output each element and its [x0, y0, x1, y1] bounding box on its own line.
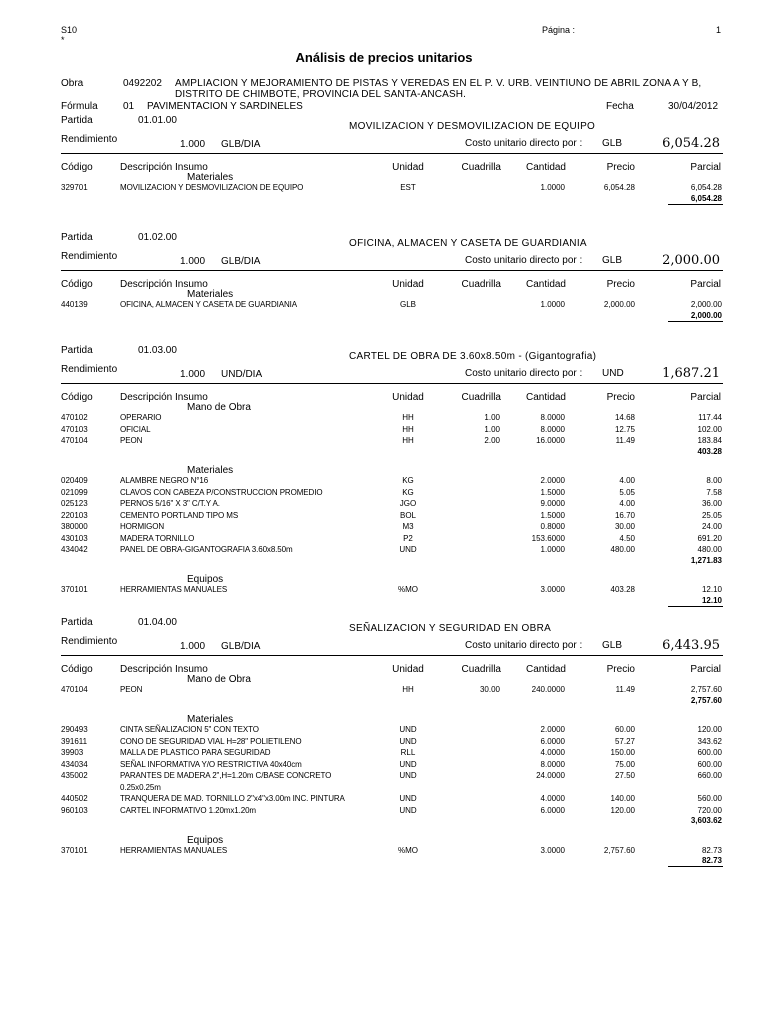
- col-header-descripcion: Descripción Insumo: [120, 279, 208, 290]
- row-precio: 4.50: [619, 533, 635, 543]
- row-cantidad: 6.0000: [540, 805, 565, 815]
- row-cantidad: 8.0000: [540, 413, 565, 422]
- row-precio: 11.49: [615, 436, 635, 445]
- group-name: Mano de Obra: [187, 674, 251, 685]
- col-header-unidad: Unidad: [392, 279, 424, 290]
- row-unidad: BOL: [399, 510, 416, 520]
- col-header-descripcion: Descripción Insumo: [120, 392, 208, 403]
- row-descripcion: CINTA SEÑALIZACION 5" CON TEXTO: [120, 725, 259, 734]
- rendimiento-unit: UND/DIA: [221, 369, 263, 380]
- row-unidad: UND: [399, 759, 417, 769]
- group-subtotal: 6,054.28: [690, 193, 722, 203]
- rendimiento-unit: GLB/DIA: [221, 256, 261, 267]
- fecha-label: Fecha: [606, 101, 634, 112]
- row-precio: 140.00: [610, 794, 635, 803]
- partida-title: OFICINA, ALMACEN Y CASETA DE GUARDIANIA: [349, 238, 587, 249]
- row-descripcion: ALAMBRE NEGRO N°16: [120, 476, 209, 485]
- row-precio: 12.75: [614, 424, 635, 434]
- obra-description-line1: AMPLIACION Y MEJORAMIENTO DE PISTAS Y VEREDAS EN EL P. V. URB. VEINTIUNO DE ABRIL ZONA A Y B,: [175, 78, 702, 89]
- page-title: Análisis de precios unitarios: [295, 50, 473, 65]
- row-parcial: 2,000.00: [690, 300, 722, 309]
- row-unidad: KG: [402, 476, 414, 485]
- rendimiento-value: 1.000: [180, 369, 206, 380]
- row-descripcion: OFICIAL: [120, 424, 151, 434]
- col-header-precio: Precio: [606, 279, 635, 290]
- col-header-unidad: Unidad: [392, 392, 424, 403]
- row-parcial: 25.05: [701, 510, 722, 520]
- row-descripcion: PEON: [120, 685, 143, 694]
- row-unidad: P2: [403, 533, 413, 543]
- row-codigo: 025123: [61, 499, 88, 508]
- row-parcial: 343.62: [697, 736, 722, 746]
- row-cuadrilla: 1.00: [484, 424, 500, 434]
- row-cantidad: 8.0000: [540, 759, 565, 769]
- group-subtotal: 403.28: [697, 446, 722, 456]
- obra-description-line2: DISTRITO DE CHIMBOTE, PROVINCIA DEL SANTA-ANCASH.: [175, 89, 467, 100]
- row-cantidad: 3.0000: [540, 845, 565, 855]
- partida-label: Partida: [61, 232, 93, 243]
- row-descripcion: SEÑAL INFORMATIVA Y/O RESTRICTIVA 40x40cm: [120, 759, 302, 769]
- subtotal-underline: [668, 321, 723, 322]
- row-precio: 16.70: [614, 510, 635, 520]
- row-precio: 6,054.28: [603, 183, 635, 192]
- row-cantidad: 6.0000: [540, 736, 565, 746]
- row-unidad: UND: [399, 805, 417, 815]
- row-codigo: 370101: [61, 585, 88, 594]
- costo-unit: GLB: [602, 255, 623, 266]
- row-unidad: UND: [399, 545, 417, 554]
- row-codigo: 020409: [61, 476, 88, 485]
- row-descripcion: PANEL DE OBRA-GIGANTOGRAFIA 3.60x8.50m: [120, 545, 293, 554]
- row-codigo: 470104: [61, 685, 88, 694]
- asterisk: *: [61, 35, 65, 45]
- row-descripcion: CEMENTO PORTLAND TIPO MS: [120, 510, 239, 520]
- partida-label: Partida: [61, 345, 93, 356]
- row-descripcion: OFICINA, ALMACEN Y CASETA DE GUARDIANIA: [120, 300, 298, 309]
- row-cantidad: 8.0000: [540, 424, 565, 434]
- row-precio: 27.50: [614, 771, 635, 780]
- col-header-unidad: Unidad: [392, 664, 424, 675]
- formula-code: 01: [123, 101, 135, 112]
- row-parcial: 24.00: [701, 522, 722, 531]
- costo-unit: GLB: [602, 640, 623, 651]
- row-codigo: 370101: [61, 845, 88, 855]
- col-header-parcial: Parcial: [690, 664, 721, 675]
- row-codigo: 220103: [61, 510, 88, 520]
- row-precio: 75.00: [614, 759, 635, 769]
- row-parcial: 120.00: [697, 725, 722, 734]
- row-cantidad: 2.0000: [540, 476, 565, 485]
- costo-unit: UND: [602, 368, 624, 379]
- row-codigo: 391611: [61, 736, 88, 746]
- row-parcial: 480.00: [697, 545, 722, 554]
- col-header-precio: Precio: [606, 664, 635, 675]
- row-unidad: %MO: [398, 585, 418, 594]
- row-descripcion: CLAVOS CON CABEZA P/CONSTRUCCION PROMEDIO: [120, 487, 323, 497]
- col-header-cuadrilla: Cuadrilla: [461, 162, 501, 173]
- partida-divider: [61, 153, 723, 154]
- group-name: Equipos: [187, 834, 224, 846]
- row-cuadrilla: 2.00: [484, 436, 500, 445]
- row-descripcion: PARANTES DE MADERA 2",H=1.20m C/BASE CONCRETO: [120, 771, 332, 780]
- row-precio: 14.68: [614, 413, 635, 422]
- rendimiento-value: 1.000: [180, 256, 206, 267]
- col-header-precio: Precio: [606, 162, 635, 173]
- row-parcial: 600.00: [697, 748, 722, 757]
- row-unidad: GLB: [399, 300, 416, 309]
- rendimiento-value: 1.000: [180, 139, 206, 150]
- row-parcial: 720.00: [697, 805, 722, 815]
- row-unidad: M3: [402, 522, 414, 531]
- row-unidad: %MO: [398, 845, 418, 855]
- row-cuadrilla: 30.00: [479, 685, 500, 694]
- partida-label: Partida: [61, 115, 93, 126]
- row-codigo: 380000: [61, 522, 88, 531]
- row-parcial: 183.84: [697, 436, 722, 445]
- costo-label: Costo unitario directo por :: [465, 138, 583, 149]
- partida-label: Partida: [61, 617, 93, 628]
- row-descripcion-cont: 0.25x0.25m: [120, 782, 161, 792]
- col-header-cantidad: Cantidad: [525, 279, 566, 290]
- rendimiento-unit: GLB/DIA: [221, 641, 261, 652]
- obra-label: Obra: [61, 78, 84, 89]
- row-codigo: 440502: [61, 794, 88, 803]
- partida-title: CARTEL DE OBRA DE 3.60x8.50m - (Gigantografia): [349, 351, 597, 362]
- row-descripcion: TRANQUERA DE MAD. TORNILLO 2"x4"x3.00m INC. PINTURA: [120, 794, 345, 803]
- row-parcial: 8.00: [706, 476, 722, 485]
- group-subtotal: 12.10: [701, 595, 722, 605]
- formula-label: Fórmula: [61, 101, 98, 112]
- group-name: Materiales: [187, 714, 234, 725]
- subtotal-underline: [668, 606, 723, 607]
- group-name: Materiales: [187, 289, 234, 300]
- col-header-cuadrilla: Cuadrilla: [461, 279, 501, 290]
- row-parcial: 560.00: [697, 794, 722, 803]
- row-codigo: 440139: [61, 300, 88, 309]
- col-header-cantidad: Cantidad: [525, 392, 566, 403]
- row-codigo: 39903: [61, 748, 84, 757]
- partida-divider: [61, 270, 723, 271]
- row-unidad: KG: [402, 487, 414, 497]
- row-cantidad: 1.0000: [540, 300, 565, 309]
- row-parcial: 6,054.28: [690, 183, 722, 192]
- row-descripcion: CONO DE SEGURIDAD VIAL H=28" POLIETILENO: [120, 736, 302, 746]
- row-parcial: 2,757.60: [690, 685, 722, 694]
- row-precio: 11.49: [615, 685, 635, 694]
- row-parcial: 660.00: [697, 771, 722, 780]
- col-header-parcial: Parcial: [690, 162, 721, 173]
- row-unidad: HH: [402, 685, 414, 694]
- partida-title: SEÑALIZACION Y SEGURIDAD EN OBRA: [349, 623, 552, 634]
- row-descripcion: CARTEL INFORMATIVO 1.20mx1.20m: [120, 805, 256, 815]
- partida-divider: [61, 383, 723, 384]
- row-cantidad: 16.0000: [536, 436, 565, 445]
- row-precio: 2,757.60: [603, 845, 635, 855]
- col-header-codigo: Código: [61, 664, 93, 675]
- row-precio: 4.00: [619, 499, 635, 508]
- row-descripcion: MALLA DE PLASTICO PARA SEGURIDAD: [120, 748, 271, 757]
- rendimiento-label: Rendimiento: [61, 636, 118, 647]
- costo-value: 1,687.21: [662, 366, 720, 381]
- row-codigo: 430103: [61, 533, 88, 543]
- costo-unit: GLB: [602, 138, 623, 149]
- row-codigo: 960103: [61, 805, 88, 815]
- row-codigo: 470102: [61, 413, 88, 422]
- rendimiento-value: 1.000: [180, 641, 206, 652]
- row-unidad: HH: [402, 436, 414, 445]
- row-parcial: 102.00: [697, 424, 722, 434]
- row-parcial: 7.58: [706, 487, 722, 497]
- row-precio: 2,000.00: [603, 300, 635, 309]
- row-codigo: 435002: [61, 771, 88, 780]
- group-name: Materiales: [187, 172, 234, 183]
- row-parcial: 36.00: [701, 499, 722, 508]
- formula-description: PAVIMENTACION Y SARDINELES: [147, 101, 303, 112]
- group-name: Equipos: [187, 574, 224, 585]
- row-descripcion: PERNOS 5/16" X 3" C/T.Y A.: [120, 499, 220, 508]
- row-unidad: HH: [402, 413, 414, 422]
- col-header-cuadrilla: Cuadrilla: [461, 392, 501, 403]
- page-label: Página :: [542, 25, 576, 35]
- row-unidad: UND: [399, 725, 417, 734]
- row-precio: 120.00: [610, 805, 635, 815]
- row-codigo: 470103: [61, 424, 88, 434]
- col-header-cuadrilla: Cuadrilla: [461, 664, 501, 675]
- rendimiento-label: Rendimiento: [61, 364, 118, 375]
- row-codigo: 434042: [61, 545, 88, 554]
- fecha-value: 30/04/2012: [668, 101, 719, 112]
- row-unidad: EST: [400, 183, 416, 192]
- row-unidad: JGO: [399, 499, 417, 508]
- costo-value: 2,000.00: [662, 253, 720, 268]
- page-number: 1: [716, 25, 722, 35]
- row-descripcion: PEON: [120, 436, 143, 445]
- row-unidad: RLL: [400, 748, 416, 757]
- group-subtotal: 82.73: [701, 856, 722, 865]
- costo-label: Costo unitario directo por :: [465, 368, 583, 379]
- row-cantidad: 1.0000: [540, 183, 565, 192]
- group-subtotal: 3,603.62: [690, 816, 722, 825]
- row-unidad: UND: [399, 736, 417, 746]
- rendimiento-label: Rendimiento: [61, 134, 118, 145]
- obra-code: 0492202: [123, 78, 162, 89]
- group-name: Mano de Obra: [187, 402, 251, 413]
- row-cantidad: 0.8000: [540, 522, 565, 531]
- partida-code: 01.01.00: [138, 115, 177, 126]
- partida-code: 01.02.00: [138, 232, 177, 243]
- partida-title: MOVILIZACION Y DESMOVILIZACION DE EQUIPO: [349, 121, 596, 132]
- row-cantidad: 9.0000: [540, 499, 565, 508]
- col-header-codigo: Código: [61, 162, 93, 173]
- row-parcial: 691.20: [697, 533, 722, 543]
- row-codigo: 329701: [61, 183, 88, 192]
- col-header-codigo: Código: [61, 392, 93, 403]
- row-descripcion: OPERARIO: [120, 413, 162, 422]
- col-header-cantidad: Cantidad: [525, 162, 566, 173]
- row-descripcion: HERRAMIENTAS MANUALES: [120, 845, 228, 855]
- partida-code: 01.04.00: [138, 617, 177, 628]
- row-precio: 150.00: [610, 748, 635, 757]
- col-header-codigo: Código: [61, 279, 93, 290]
- row-cantidad: 153.6000: [531, 533, 565, 543]
- row-unidad: UND: [399, 794, 417, 803]
- row-cantidad: 1.5000: [540, 487, 565, 497]
- row-cantidad: 3.0000: [540, 585, 565, 594]
- group-subtotal: 2,757.60: [690, 695, 722, 705]
- rendimiento-unit: GLB/DIA: [221, 139, 261, 150]
- row-cantidad: 1.5000: [540, 510, 565, 520]
- costo-label: Costo unitario directo por :: [465, 255, 583, 266]
- row-unidad: HH: [402, 424, 414, 434]
- row-precio: 5.05: [619, 487, 635, 497]
- col-header-descripcion: Descripción Insumo: [120, 162, 208, 173]
- partida-divider: [61, 655, 723, 656]
- col-header-parcial: Parcial: [690, 279, 721, 290]
- row-parcial: 600.00: [697, 759, 722, 769]
- row-parcial: 117.44: [698, 413, 722, 422]
- row-descripcion: HORMIGON: [120, 522, 165, 531]
- costo-value: 6,443.95: [662, 638, 720, 653]
- group-name: Materiales: [187, 465, 234, 476]
- row-precio: 60.00: [614, 725, 635, 734]
- row-precio: 30.00: [614, 522, 635, 531]
- row-codigo: 290493: [61, 725, 88, 734]
- row-cantidad: 240.0000: [531, 685, 565, 694]
- row-cantidad: 1.0000: [540, 545, 565, 554]
- row-precio: 4.00: [619, 476, 635, 485]
- row-codigo: 434034: [61, 759, 88, 769]
- col-header-cantidad: Cantidad: [525, 664, 566, 675]
- row-parcial: 12.10: [701, 585, 722, 594]
- col-header-descripcion: Descripción Insumo: [120, 664, 208, 675]
- partida-code: 01.03.00: [138, 345, 177, 356]
- subtotal-underline: [668, 204, 723, 205]
- row-cantidad: 4.0000: [540, 794, 565, 803]
- row-precio: 480.00: [610, 545, 635, 554]
- row-precio: 403.28: [610, 585, 635, 594]
- row-parcial: 82.73: [701, 845, 722, 855]
- row-precio: 57.27: [614, 736, 635, 746]
- row-descripcion: MADERA TORNILLO: [120, 533, 195, 543]
- system-code: S10: [61, 25, 78, 35]
- costo-label: Costo unitario directo por :: [465, 640, 583, 651]
- row-cantidad: 2.0000: [540, 725, 565, 734]
- costo-value: 6,054.28: [662, 136, 720, 151]
- row-codigo: 470104: [61, 436, 88, 445]
- rendimiento-label: Rendimiento: [61, 251, 118, 262]
- col-header-unidad: Unidad: [392, 162, 424, 173]
- group-subtotal: 2,000.00: [690, 310, 722, 320]
- row-cantidad: 4.0000: [540, 748, 565, 757]
- row-codigo: 021099: [61, 487, 88, 497]
- row-descripcion: MOVILIZACION Y DESMOVILIZACION DE EQUIPO: [120, 183, 304, 192]
- row-descripcion: HERRAMIENTAS MANUALES: [120, 585, 228, 594]
- subtotal-underline: [668, 866, 723, 867]
- group-subtotal: 1,271.83: [690, 555, 722, 565]
- col-header-parcial: Parcial: [690, 392, 721, 403]
- row-unidad: UND: [399, 771, 417, 780]
- col-header-precio: Precio: [606, 392, 635, 403]
- row-cuadrilla: 1.00: [484, 413, 500, 422]
- row-cantidad: 24.0000: [536, 771, 565, 780]
